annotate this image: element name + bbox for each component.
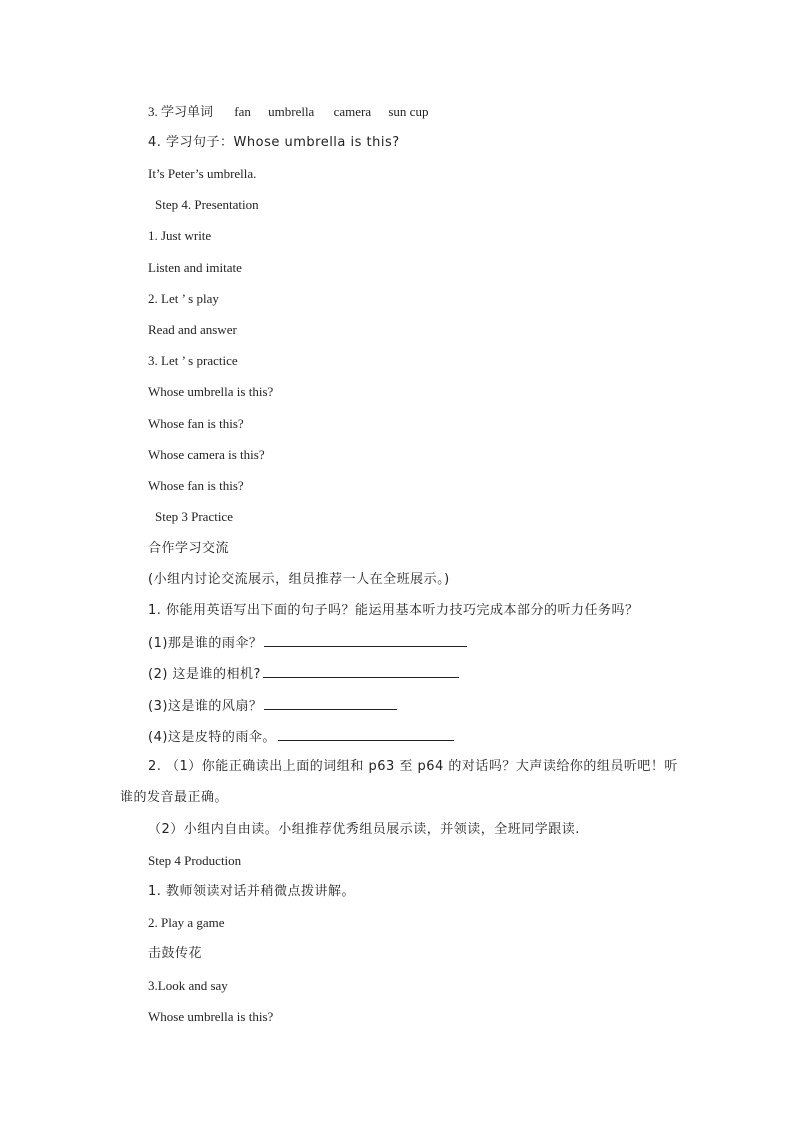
vocabulary-line (148, 103, 428, 122)
list-item: 击鼓传花 (148, 946, 203, 961)
practice-sentence: Whose camera is this? (148, 447, 265, 462)
answer-blank (264, 696, 397, 710)
step-heading: Step 3 Practice (155, 509, 233, 524)
answer-blank (263, 664, 459, 678)
question-text: 1. 你能用英语写出下面的句子吗？能运用基本听力技巧完成本部分的听力任务吗？ (148, 603, 639, 618)
vocabulary-label: 学习单词 (161, 105, 214, 120)
vocab-word-umbrella: umbrella (268, 104, 315, 119)
list-item: 2. Let ’ s play (148, 291, 219, 306)
question-text: 2. （1）你能正确读出上面的词组和 p63 至 p64 的对话吗？大声读给你的组员听吧！听 (148, 759, 678, 774)
step-heading: Step 4 Production (148, 853, 242, 868)
exercise-item (148, 696, 397, 716)
vocab-word-suncup: sun cup (388, 104, 429, 119)
list-item: 3.Look and say (148, 978, 228, 993)
practice-sentence: Whose fan is this? (148, 478, 244, 493)
sentence-answer: It’s Peter’s umbrella. (148, 166, 257, 181)
practice-sentence: Whose umbrella is this? (148, 1009, 274, 1024)
exercise-item (148, 633, 467, 653)
list-item: Read and answer (148, 322, 237, 337)
instruction-text: （2）小组内自由读。小组推荐优秀组员展示读，并领读，全班同学跟读. (148, 822, 580, 837)
list-item: 3. Let ’ s practice (148, 353, 238, 368)
vocab-word-camera: camera (333, 104, 372, 119)
section-heading: 合作学习交流 (148, 541, 230, 556)
exercise-prompt: (2) 这是谁的相机? (148, 667, 261, 682)
answer-blank (278, 727, 454, 741)
exercise-prompt: (4)这是皮特的雨伞。 (148, 730, 276, 745)
exercise-item (148, 727, 454, 747)
exercise-item (148, 664, 459, 684)
practice-sentence: Whose umbrella is this? (148, 384, 274, 399)
list-item: Listen and imitate (148, 260, 242, 275)
step-heading: Step 4. Presentation (155, 197, 259, 212)
list-item: 1. 教师领读对话并稍微点拨讲解。 (148, 884, 356, 899)
instruction-text: (小组内讨论交流展示，组员推荐一人在全班展示。) (148, 572, 450, 587)
answer-blank (264, 633, 467, 647)
list-item: 1. Just write (148, 228, 212, 243)
list-item: 2. Play a game (148, 915, 225, 930)
practice-sentence: Whose fan is this? (148, 416, 244, 431)
exercise-prompt: (1)那是谁的雨伞？ (148, 636, 263, 651)
vocab-word-fan: fan (234, 104, 251, 119)
item-number: 3. (148, 104, 158, 119)
question-text-continued: 谁的发音最正确。 (120, 790, 229, 805)
exercise-prompt: (3)这是谁的风扇？ (148, 699, 263, 714)
sentence-heading: 4. 学习句子：Whose umbrella is this? (148, 135, 400, 150)
